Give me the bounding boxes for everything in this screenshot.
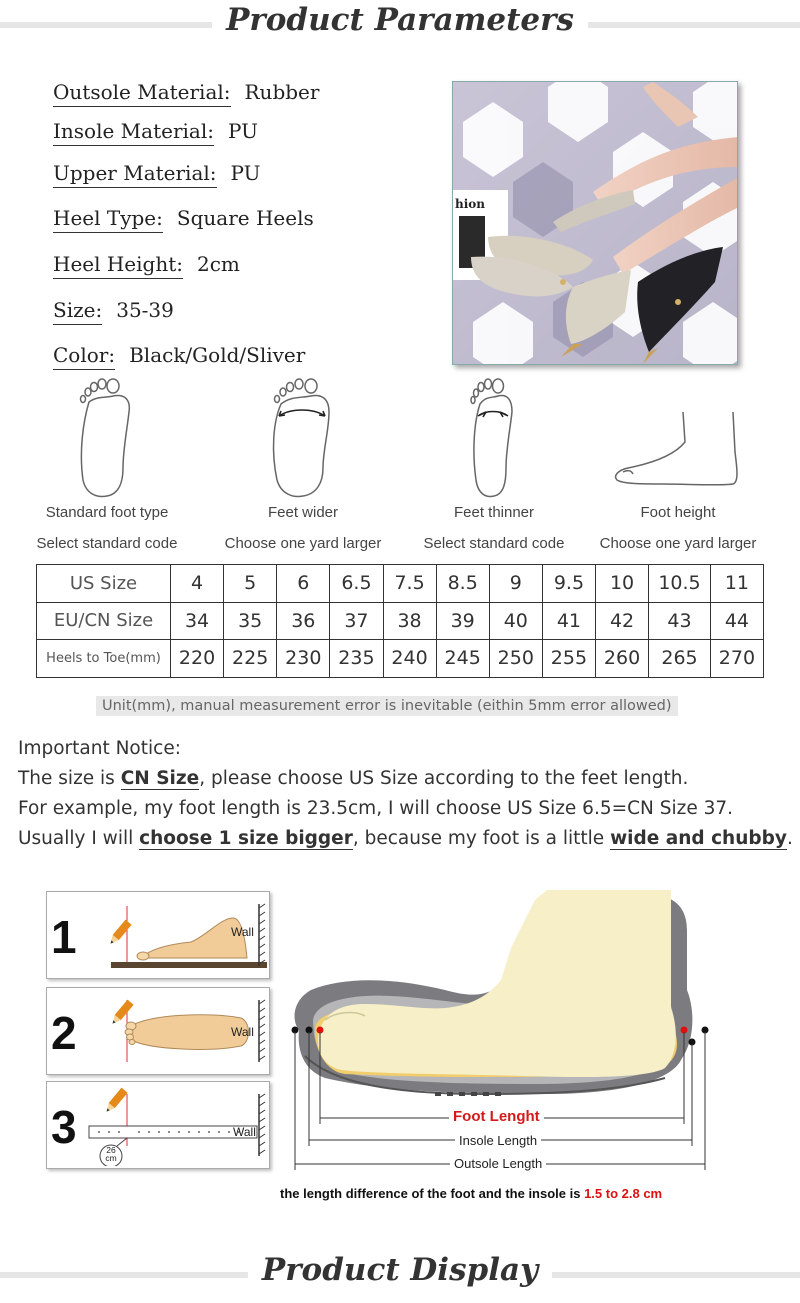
param-heel-type [53,206,314,230]
size-cell: 9 [489,565,542,603]
size-cell: 7.5 [383,565,436,603]
param-value: Square Heels [176,206,314,230]
size-cell: 5 [224,565,277,603]
size-row [37,565,764,603]
size-chart-body [37,565,764,678]
insole-length-label: Insole Length [455,1133,541,1148]
size-cell: 245 [436,640,489,678]
param-color [53,343,305,367]
param-size [53,298,174,322]
step-number: 1 [51,911,77,963]
size-cell: 36 [277,602,330,640]
size-cell: 10.5 [649,565,711,603]
size-cell: 250 [489,640,542,678]
size-cell: 6 [277,565,330,603]
size-cell: 37 [330,602,383,640]
notice-text: Usually I will [18,828,140,849]
size-row [37,640,764,678]
size-row [37,602,764,640]
size-cell: 260 [596,640,649,678]
notice-text: The size is [18,768,121,789]
foot-type-wider [213,372,393,557]
size-cell: 39 [436,602,489,640]
step-number: 3 [51,1101,77,1153]
notice-text: , because my foot is a little [352,828,611,849]
foot-type-caption: Standard foot type [45,504,169,521]
param-label: Heel Height: [53,252,183,279]
section-header-product-display [0,1250,800,1298]
param-value: Black/Gold/Sliver [129,343,306,367]
magazine-text: hion [455,197,486,211]
size-row-header: Heels to Toe(mm) [37,640,171,678]
param-value: PU [230,161,261,185]
size-cell: 43 [649,602,711,640]
notice-emphasis-wide-chubby: wide and chubby [610,828,787,849]
param-value: 2cm [197,252,240,276]
param-value: 35-39 [116,298,174,322]
notice-title: Important Notice: [18,738,181,759]
notice-line-advice [18,828,793,849]
wall-label: Wall [231,1025,254,1039]
size-cell: 6.5 [330,565,383,603]
notice-line-cn-size [18,768,688,789]
size-cell: 4 [171,565,224,603]
size-cell: 44 [710,602,763,640]
param-value: Rubber [244,80,320,104]
shoe-cross-section-diagram [285,880,725,1171]
size-cell: 35 [224,602,277,640]
foot-type-height [588,372,768,557]
notice-emphasis-cn-size: CN Size [120,768,200,789]
step-number: 2 [51,1007,77,1059]
measure-step-2 [46,987,270,1075]
size-row-header: EU/CN Size [37,602,171,640]
foot-type-standard [17,372,197,557]
notice-text: , please choose US Size according to the feet length. [199,768,689,789]
size-cell: 8.5 [436,565,489,603]
thin-foot-icon [454,372,534,502]
size-cell: 270 [710,640,763,678]
param-label: Upper Material: [53,161,217,188]
length-note-range: 1.5 to 2.8 cm [584,1186,663,1201]
param-label: Size: [53,298,102,325]
wide-foot-icon [263,372,343,502]
param-outsole-material [53,80,319,104]
param-label: Color: [53,343,115,370]
size-cell: 34 [171,602,224,640]
measure-step-3 [46,1081,270,1169]
measure-unit: cm [105,1153,117,1163]
size-cell: 230 [277,640,330,678]
param-label: Outsole Material: [53,80,231,107]
size-cell: 40 [489,602,542,640]
size-cell: 220 [171,640,224,678]
measurement-note: Unit(mm), manual measurement error is inevitable (eithin 5mm error allowed) [96,696,678,716]
measure-step-1 [46,891,270,979]
size-cell: 255 [542,640,595,678]
product-photo [452,81,738,365]
section-header-product-parameters [0,0,800,48]
size-cell: 235 [330,640,383,678]
notice-line-example: For example, my foot length is 23.5cm, I will choose US Size 6.5=CN Size 37. [18,798,734,819]
notice-emphasis-size-bigger: choose 1 size bigger [139,828,353,849]
foot-type-advice: Choose one yard larger [599,535,757,552]
param-label: Insole Material: [53,119,214,146]
section-title: Product Display [248,1252,552,1288]
foot-type-caption: Feet thinner [453,504,535,521]
length-note-text: the length difference of the foot and the insole is [280,1186,585,1201]
measure-value: 26 [106,1145,116,1155]
section-title: Product Parameters [212,2,588,38]
param-value: PU [227,119,258,143]
param-insole-material [53,119,258,143]
size-cell: 240 [383,640,436,678]
param-label: Heel Type: [53,206,163,233]
foot-type-advice: Select standard code [36,535,178,552]
foot-type-caption: Foot height [640,504,716,521]
outsole-length-label: Outsole Length [450,1156,546,1171]
size-cell: 42 [596,602,649,640]
foot-type-advice: Choose one yard larger [224,535,382,552]
standard-foot-icon [67,372,147,502]
size-cell: 10 [596,565,649,603]
size-cell: 225 [224,640,277,678]
param-heel-height [53,252,240,276]
foot-type-advice: Select standard code [423,535,565,552]
size-cell: 41 [542,602,595,640]
size-cell: 265 [649,640,711,678]
foot-type-thinner [404,372,584,557]
foot-type-caption: Feet wider [267,504,339,521]
notice-text: . [786,828,793,849]
foot-length-label: Foot Lenght [449,1108,544,1125]
high-instep-foot-icon [603,372,753,502]
size-row-header: US Size [37,565,171,603]
wall-label: Wall [233,1125,256,1139]
wall-label: Wall [231,925,254,939]
size-chart-table [36,564,764,678]
size-cell: 9.5 [542,565,595,603]
measure-badge [99,1146,123,1162]
size-cell: 38 [383,602,436,640]
length-difference-note [280,1186,662,1201]
size-cell: 11 [710,565,763,603]
param-upper-material [53,161,260,185]
product-photo-illustration [453,82,738,365]
